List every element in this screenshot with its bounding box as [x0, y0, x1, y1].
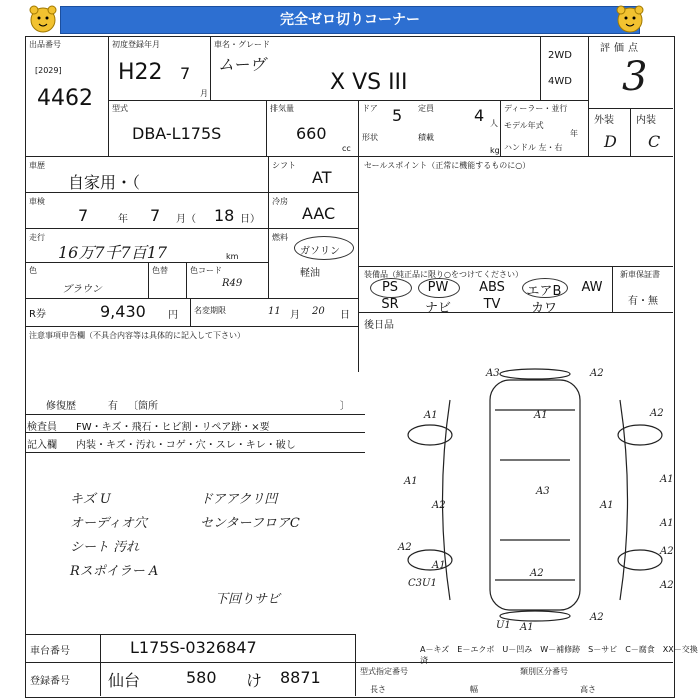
interior-value: C [648, 132, 661, 151]
lot-sub: [2029] [35, 66, 62, 75]
equip-navi: ナビ [424, 301, 451, 316]
displacement-unit: cc [342, 144, 351, 153]
meigi-label: 名変期限 [194, 306, 226, 315]
load-unit: kg [490, 146, 500, 155]
equip-abs: ABS [479, 280, 505, 295]
equipment-label: 装備品（純正品に限り○をつけてください） [364, 270, 523, 279]
damage-mark: A2 [530, 568, 544, 579]
model-value: DBA-L175S [132, 124, 222, 143]
car-name-label: 車名・グレード [214, 40, 270, 49]
shift-label: シフト [272, 161, 296, 170]
repair-end: 〕 [340, 401, 350, 412]
plate-class: 580 [186, 668, 217, 687]
type-cert-sub: 類別区分番号 [520, 667, 568, 676]
shaken-month: 7 [150, 206, 161, 225]
repair-part: 〔箇所 [128, 401, 158, 412]
inspector-notes-left [70, 488, 158, 584]
damage-mark: A1 [660, 474, 674, 485]
inspection-label: 検査員 [27, 422, 57, 433]
selling-points-label: セールスポイント（正常に機能するものに○） [364, 161, 531, 170]
shaken-day-unit: 日） [240, 214, 260, 225]
color-code-label: 色コード [190, 266, 222, 275]
damage-legend: A－キズ E－エクボ U－凹み W－補修跡 S－サビ C－腐食 XX－交換済 [420, 645, 698, 665]
damage-mark: A2 [590, 612, 604, 623]
plate-label: 登録番号 [30, 676, 70, 687]
first-reg-month-unit: 月 [200, 89, 208, 98]
load-label: 積載 [418, 133, 434, 142]
guarantee-value: 有・無 [628, 296, 658, 307]
type-cert-label: 型式指定番号 [360, 667, 408, 676]
damage-mark: A2 [660, 546, 674, 557]
displacement-label: 排気量 [270, 104, 294, 113]
note-line: ドアアクリ凹 [200, 492, 278, 507]
drive-2wd: 2WD [548, 50, 572, 61]
first-reg-month: 7 [180, 64, 191, 83]
repair-value: 有 [108, 401, 118, 412]
equip-airbag-circle [522, 278, 568, 298]
inspection-items: FW・キズ・飛石・ヒビ割・リペア跡・×要 [76, 422, 270, 433]
equip-ps: PS [381, 280, 399, 295]
exterior-label: 外装 [594, 115, 614, 126]
shift-value: AT [312, 168, 332, 187]
score-label: 評価点 [600, 43, 642, 54]
fuel-gasoline: ガソリン [300, 246, 340, 257]
damage-mark: A2 [590, 368, 604, 379]
plate-kana: け [246, 671, 263, 690]
fuel-diesel: 軽油 [300, 268, 320, 279]
exterior-value: D [604, 132, 617, 151]
mileage-unit: km [226, 252, 239, 261]
damage-mark: A1 [600, 500, 614, 511]
damage-mark: A1 [520, 622, 534, 633]
interior-label: 内装 [636, 115, 656, 126]
first-reg-label: 初度登録年月 [112, 40, 160, 49]
recycle-label: R券 [29, 309, 46, 320]
equip-sr: SR [381, 297, 399, 312]
notes-label: 注意事項申告欄（不具合内容等は具体的に記入して下さい） [29, 331, 245, 340]
ac-value: AAC [302, 204, 336, 223]
inspector-note-bottom: 下回りサビ [215, 592, 281, 607]
first-reg-year: H22 [118, 60, 163, 85]
damage-mark: A3 [536, 486, 550, 497]
model-label: 型式 [112, 104, 128, 113]
after-sale-label: 後日品 [364, 320, 394, 331]
color-value: ブラウン [62, 284, 102, 295]
shaken-year-unit: 年 [118, 214, 128, 225]
shape-label: 形状 [362, 133, 378, 142]
damage-mark: A3 [486, 368, 500, 379]
dimension-height: 高さ [580, 685, 596, 694]
doors-value: 5 [392, 106, 403, 125]
dealer-model-year: モデル年式 [504, 121, 544, 130]
damage-mark: A2 [660, 580, 674, 591]
chassis-label: 車台番号 [30, 646, 70, 657]
equip-airbag: エアB [526, 284, 562, 299]
note-line: シート 汚れ [70, 540, 140, 555]
entry-label: 記入欄 [27, 440, 57, 451]
shaken-day: 18 [214, 206, 235, 225]
lot-label: 出品番号 [29, 40, 61, 49]
capacity-unit: 人 [490, 119, 498, 128]
mileage-value: 16万7千7百17 [58, 243, 168, 262]
recycle-unit: 円 [168, 310, 178, 321]
damage-mark: A1 [534, 410, 548, 421]
plate-number: 8871 [280, 668, 321, 687]
meigi-month: 11 [268, 306, 281, 317]
page-banner: 完全ゼロ切りコーナー [60, 6, 640, 34]
damage-mark: U1 [496, 620, 511, 631]
shaken-year: 7 [78, 206, 89, 225]
equip-ps-circle [370, 278, 412, 298]
meigi-day: 20 [312, 306, 325, 317]
color-code: R49 [222, 278, 243, 289]
bear-mascot-right-icon [615, 4, 645, 34]
damage-mark: A1 [660, 518, 674, 529]
note-line: センターフロアC [200, 516, 300, 531]
dealer-label: ディーラー・並行 [504, 104, 568, 113]
fuel-gasoline-circle [294, 236, 354, 260]
plate-region: 仙台 [108, 671, 141, 690]
lot-number: 4462 [37, 86, 93, 111]
damage-mark: A2 [398, 542, 412, 553]
equip-aw: AW [581, 280, 603, 295]
note-line: キズ U [70, 492, 111, 507]
dealer-year-unit: 年 [570, 129, 578, 138]
ac-label: 冷房 [272, 197, 288, 206]
damage-mark: C3U1 [408, 578, 437, 589]
fuel-label: 燃料 [272, 233, 288, 242]
shaken-label: 車検 [29, 197, 45, 206]
meigi-month-unit: 月 [290, 310, 300, 321]
inspector-notes-right [200, 488, 300, 536]
car-name: ムーヴ [218, 55, 266, 74]
dealer-handle: ハンドル 左・右 [504, 143, 563, 152]
capacity-label: 定員 [418, 104, 434, 113]
color-change-label: 色替 [152, 266, 168, 275]
car-grade: X VS III [330, 70, 408, 95]
shaken-month-unit: 月（ [176, 214, 196, 225]
damage-mark: A1 [404, 476, 418, 487]
guarantee-label: 新車保証書 [620, 270, 660, 279]
damage-mark: A2 [432, 500, 446, 511]
doors-label: ドア [362, 104, 378, 113]
chassis-value: L175S-0326847 [130, 638, 257, 657]
usage-label: 車歴 [29, 161, 45, 170]
dimension-width: 幅 [470, 685, 478, 694]
capacity-value: 4 [474, 106, 485, 125]
recycle-value: 9,430 [100, 302, 146, 321]
equip-pw-circle [418, 278, 460, 298]
usage-value: 自家用・（ [68, 173, 141, 192]
damage-mark: A2 [650, 408, 664, 419]
car-damage-diagram [390, 360, 680, 630]
mileage-label: 走行 [29, 233, 45, 242]
drive-4wd: 4WD [548, 76, 572, 87]
equip-pw: PW [427, 280, 449, 295]
entry-items: 内装・キズ・汚れ・コゲ・穴・スレ・キレ・破し [76, 440, 296, 451]
displacement-value: 660 [296, 124, 327, 143]
damage-mark: A1 [432, 560, 446, 571]
color-label: 色 [29, 266, 37, 275]
meigi-day-unit: 日 [340, 310, 350, 321]
damage-mark: A1 [424, 410, 438, 421]
equip-leather: カワ [530, 301, 557, 316]
repair-label: 修復歴 [46, 401, 76, 412]
equip-tv: TV [483, 297, 501, 312]
dimension-length: 長さ [370, 685, 386, 694]
note-line: Rスポイラー A [70, 564, 159, 579]
note-line: オーディオ穴 [70, 516, 147, 531]
bear-mascot-left-icon [28, 4, 58, 34]
score-value: 3 [622, 54, 648, 100]
